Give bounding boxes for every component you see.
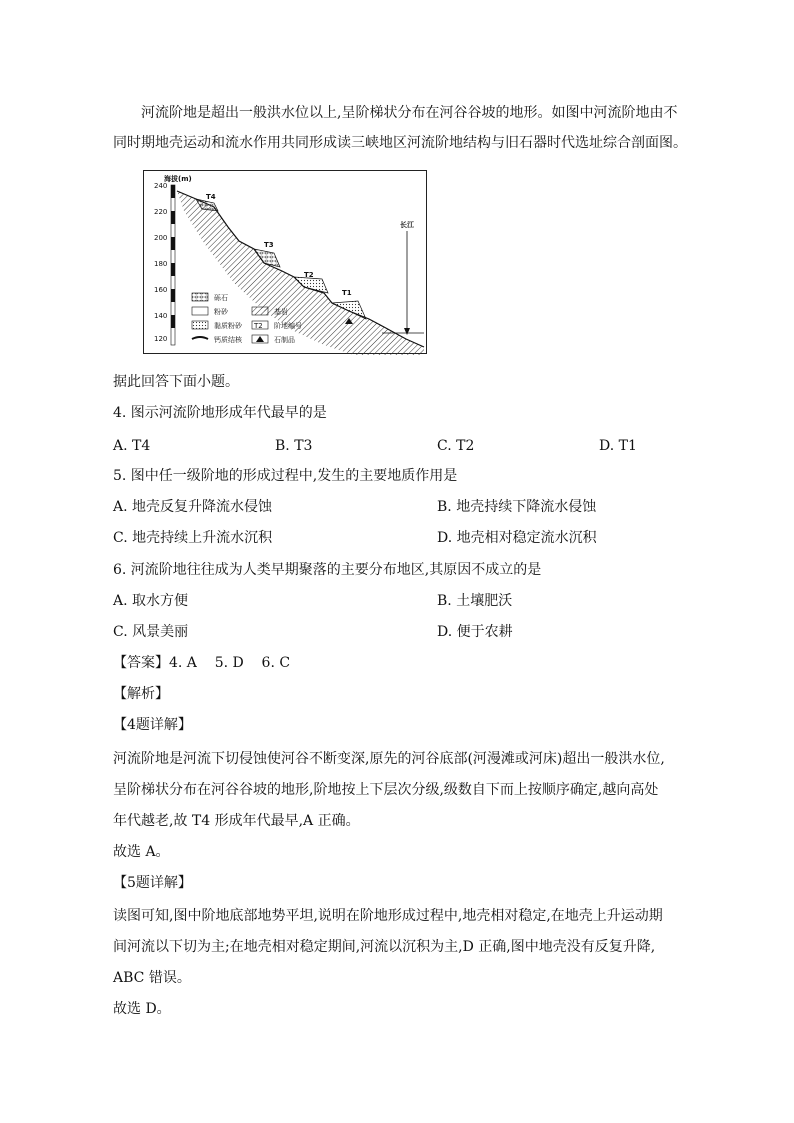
q4-explanation-line-2: 呈阶梯状分布在河谷谷坡的地形,阶地按上下层次分级,级数自下而上按顺序确定,越向高处	[113, 782, 659, 798]
terrace-label-t4: T4	[206, 193, 216, 201]
q5-explanation-header: 【5题详解】	[113, 875, 192, 891]
question-5-option-a: A. 地壳反复升降流水侵蚀	[113, 499, 273, 515]
terrace-label-t1: T1	[342, 289, 352, 297]
q5-explanation-line-1: 读图可知,图中阶地底部地势平坦,说明在阶地形成过程中,地壳相对稳定,在地壳上升运动期	[113, 908, 663, 924]
question-5-stem: 5. 图中任一级阶地的形成过程中,发生的主要地质作用是	[113, 468, 458, 484]
q5-explanation-line-2: 间河流以下切为主;在地壳相对稳定期间,河流以沉积为主,D 正确,图中地壳没有反复升降,	[113, 939, 656, 955]
question-6-option-b: B. 土壤肥沃	[437, 593, 513, 609]
legend-stone-tool: 石制品	[274, 336, 295, 344]
question-6-option-d: D. 便于农耕	[437, 624, 513, 640]
question-5-option-b: B. 地壳持续下降流水侵蚀	[437, 499, 597, 515]
terrace-label-t2: T2	[304, 271, 314, 279]
question-5-option-d: D. 地壳相对稳定流水沉积	[437, 530, 597, 546]
intro-line-1: 河流阶地是超出一般洪水位以上,呈阶梯状分布在河谷谷坡的地形。如图中河流阶地由不	[141, 105, 678, 121]
legend-terrace-no: 阶地编号	[274, 322, 302, 330]
ytick-240: 240	[154, 182, 168, 190]
legend-silt: 粉砂	[214, 308, 228, 316]
bedrock-hatch	[177, 191, 424, 355]
answer-text: 4. A 5. D 6. C	[169, 655, 291, 671]
figure-ylabel: 海拔(m)	[164, 175, 192, 183]
question-6-option-a: A. 取水方便	[113, 593, 189, 609]
q5-explanation-line-3: ABC 错误。	[113, 970, 191, 986]
q4-explanation-line-3: 年代越老,故 T4 形成年代最早,A 正确。	[113, 813, 360, 829]
question-4-option-c: C. T2	[437, 438, 475, 454]
legend-bedrock: 基岩	[274, 308, 288, 316]
answer-label: 【答案】	[113, 655, 169, 671]
legend-calcareous: 钙质结核	[214, 336, 242, 344]
q4-explanation-line-1: 河流阶地是河流下切侵蚀使河谷不断变深,原先的河谷底部(河漫滩或河床)超出一般洪水位,	[113, 751, 665, 767]
ytick-200: 200	[154, 234, 168, 242]
terrace-profile-figure	[143, 170, 427, 354]
legend-terrace-code: T2	[254, 322, 263, 330]
terrace-profile-diagram	[144, 171, 428, 355]
intro-line-2: 同时期地壳运动和流水作用共同形成读三峡地区河流阶地结构与旧石器时代选址综合剖面图。	[113, 135, 687, 151]
question-4-option-b: B. T3	[275, 438, 313, 454]
question-4-stem: 4. 图示河流阶地形成年代最早的是	[113, 405, 327, 421]
ytick-180: 180	[154, 260, 168, 268]
question-4-option-a: A. T4	[113, 438, 151, 454]
legend-gravel: 砾石	[214, 294, 228, 302]
ytick-220: 220	[154, 208, 168, 216]
q5-conclusion: 故选 D。	[113, 1001, 171, 1017]
question-6-option-c: C. 风景美丽	[113, 624, 189, 640]
q4-explanation-header: 【4题详解】	[113, 717, 192, 733]
terrace-label-t3: T3	[264, 241, 274, 249]
question-5-option-c: C. 地壳持续上升流水沉积	[113, 530, 273, 546]
answer-line	[113, 653, 290, 673]
ytick-120: 120	[154, 335, 168, 343]
ytick-160: 160	[154, 286, 168, 294]
legend-clay-silt: 黏质粉砂	[214, 322, 242, 330]
question-4-option-d: D. T1	[599, 438, 637, 454]
analysis-label: 【解析】	[113, 686, 169, 702]
question-6-stem: 6. 河流阶地往往成为人类早期聚落的主要分布地区,其原因不成立的是	[113, 562, 542, 578]
ytick-140: 140	[154, 312, 168, 320]
q4-conclusion: 故选 A。	[113, 844, 170, 860]
prompt-text: 据此回答下面小题。	[113, 374, 239, 390]
river-label: 长江	[400, 221, 414, 229]
